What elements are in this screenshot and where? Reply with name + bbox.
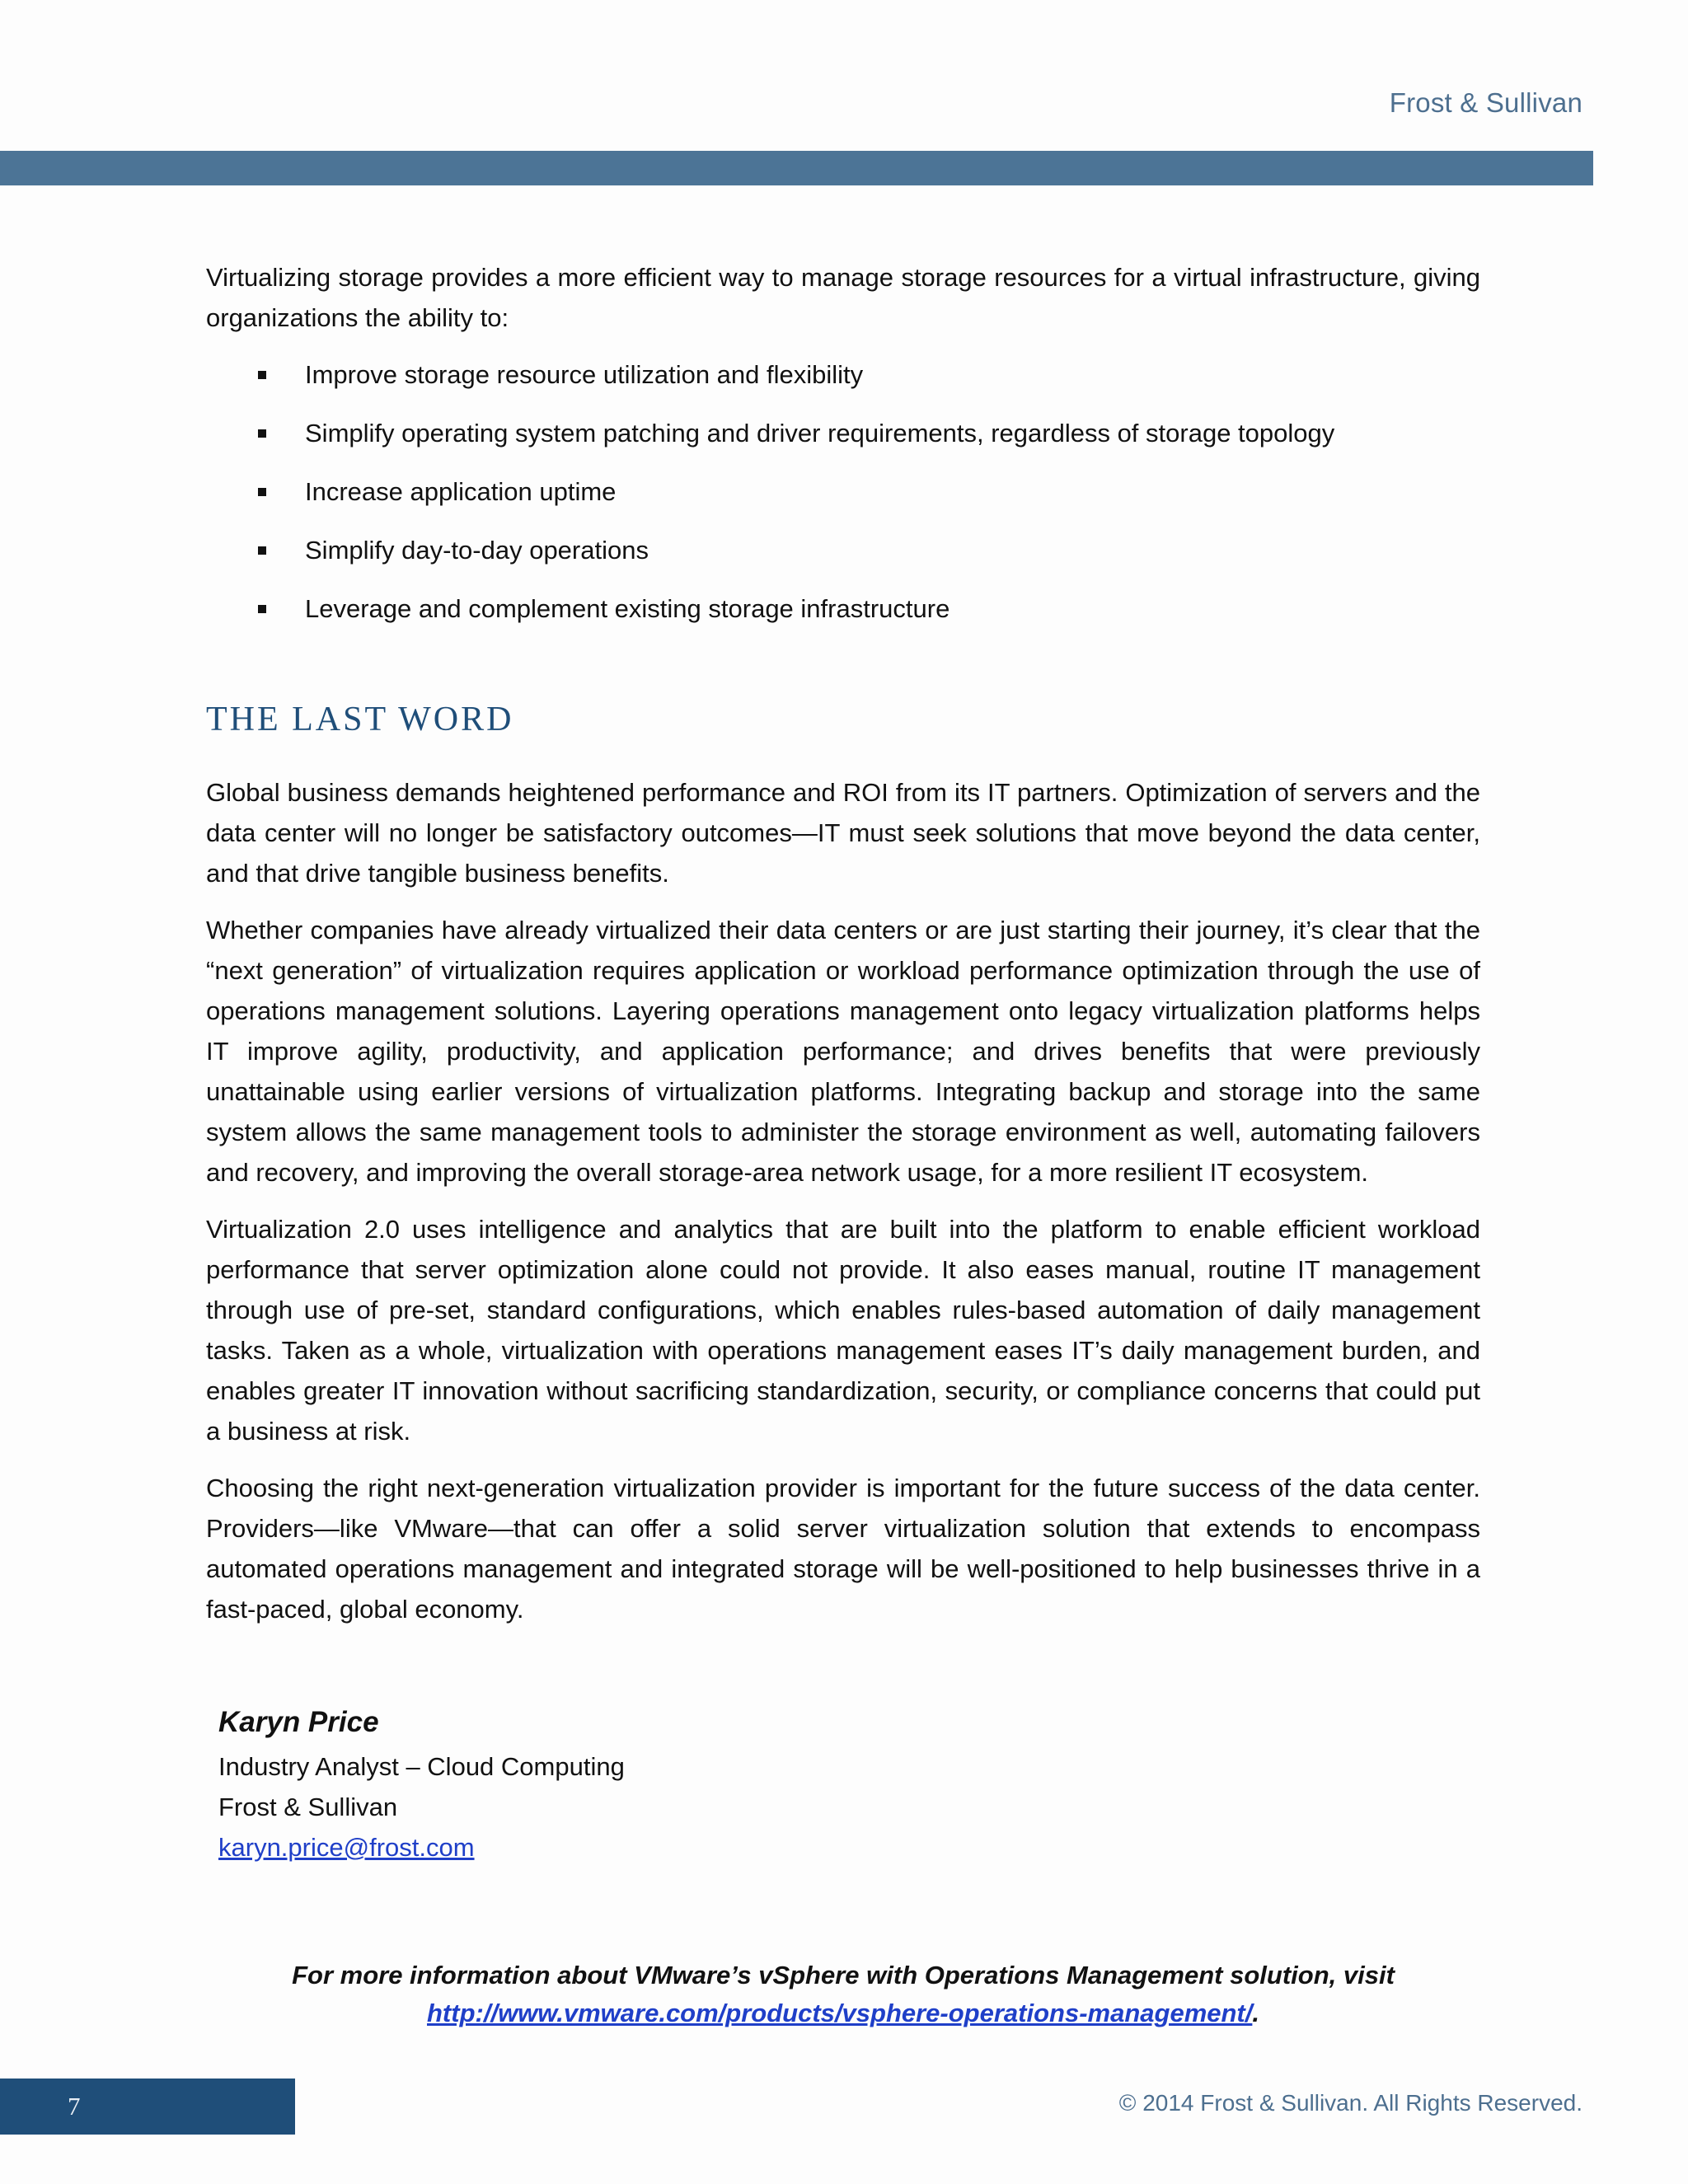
body-paragraph: Global business demands heightened performance and ROI from its IT partners. Optimization of servers and the data center will no longer be satisfactory outcomes—IT must seek solutions that move beyond the data center, and that drive tangible business benefits. (206, 778, 1480, 888)
copyright: © 2014 Frost & Sullivan. All Rights Reserved. (1118, 2090, 1582, 2116)
author-signature (206, 1699, 1480, 1868)
list-item (206, 471, 1480, 530)
page-number: 7 (68, 2092, 81, 2121)
footer-link-suffix: . (1252, 1999, 1259, 2027)
list-item-text: Increase application uptime (305, 477, 617, 506)
list-item (206, 588, 1480, 647)
author-title: Industry Analyst – Cloud Computing (218, 1752, 625, 1781)
document-body (206, 257, 1480, 1868)
list-item-text: Leverage and complement existing storage infrastructure (305, 594, 950, 623)
intro-paragraph: Virtualizing storage provides a more efficient way to manage storage resources for a virtual infrastructure, giving organizations the ability to: (206, 263, 1480, 332)
vmware-link[interactable]: http://www.vmware.com/products/vsphere-operations-management/ (427, 1999, 1253, 2027)
section-heading: THE LAST WORD (206, 701, 514, 738)
square-bullet-icon (258, 429, 266, 438)
author-email-link[interactable]: karyn.price@frost.com (218, 1833, 475, 1862)
author-company: Frost & Sullivan (218, 1793, 398, 1821)
list-item (206, 354, 1480, 413)
author-name: Karyn Price (218, 1706, 379, 1738)
square-bullet-icon (258, 488, 266, 496)
header-brand: Frost & Sullivan (1389, 87, 1582, 118)
body-paragraph: Virtualization 2.0 uses intelligence and analytics that are built into the platform to enable efficient workload performance that server optimization alone could not provide. It also eases manual, routine IT management through use of pre-set, standard configurations, which enables rules-based automation of daily management tasks. Taken as a whole, virtualization with operations management eases IT’s daily management burden, and enables greater IT innovation without sacrificing standardization, security, or compliance concerns that could put a business at risk. (206, 1215, 1480, 1446)
body-paragraph: Choosing the right next-generation virtualization provider is important for the future success of the data center. Providers—like VMware—that can offer a solid server virtualization solution that extends to encompass automated operations management and integrated storage will be well-positioned to help businesses thrive in a fast-paced, global economy. (206, 1474, 1480, 1624)
square-bullet-icon (258, 371, 266, 379)
benefits-list (206, 354, 1480, 647)
list-item (206, 530, 1480, 588)
footer-note (206, 1957, 1480, 2032)
header-bar (0, 151, 1593, 185)
list-item-text: Simplify day-to-day operations (305, 536, 649, 565)
square-bullet-icon (258, 546, 266, 555)
square-bullet-icon (258, 605, 266, 613)
list-item-text: Improve storage resource utilization and flexibility (305, 360, 864, 389)
page-number-badge (0, 2079, 295, 2135)
footer-note-text: For more information about VMware’s vSphere with Operations Management solution, visit (292, 1961, 1395, 1990)
body-paragraph: Whether companies have already virtualized their data centers or are just starting their journey, it’s clear that the “next generation” of virtualization requires application or workload performance optimization through the use of operations management solutions. Layering operations management onto legacy virtualization platforms helps IT improve agility, productivity, and application performance; and drives benefits that were previously unattainable using earlier versions of virtualization platforms. Integrating backup and storage into the same system allows the same management tools to administer the storage environment as well, automating failovers and recovery, and improving the overall storage-area network usage, for a more resilient IT ecosystem. (206, 916, 1480, 1187)
list-item (206, 413, 1480, 471)
list-item-text: Simplify operating system patching and driver requirements, regardless of storage topology (305, 419, 1335, 448)
